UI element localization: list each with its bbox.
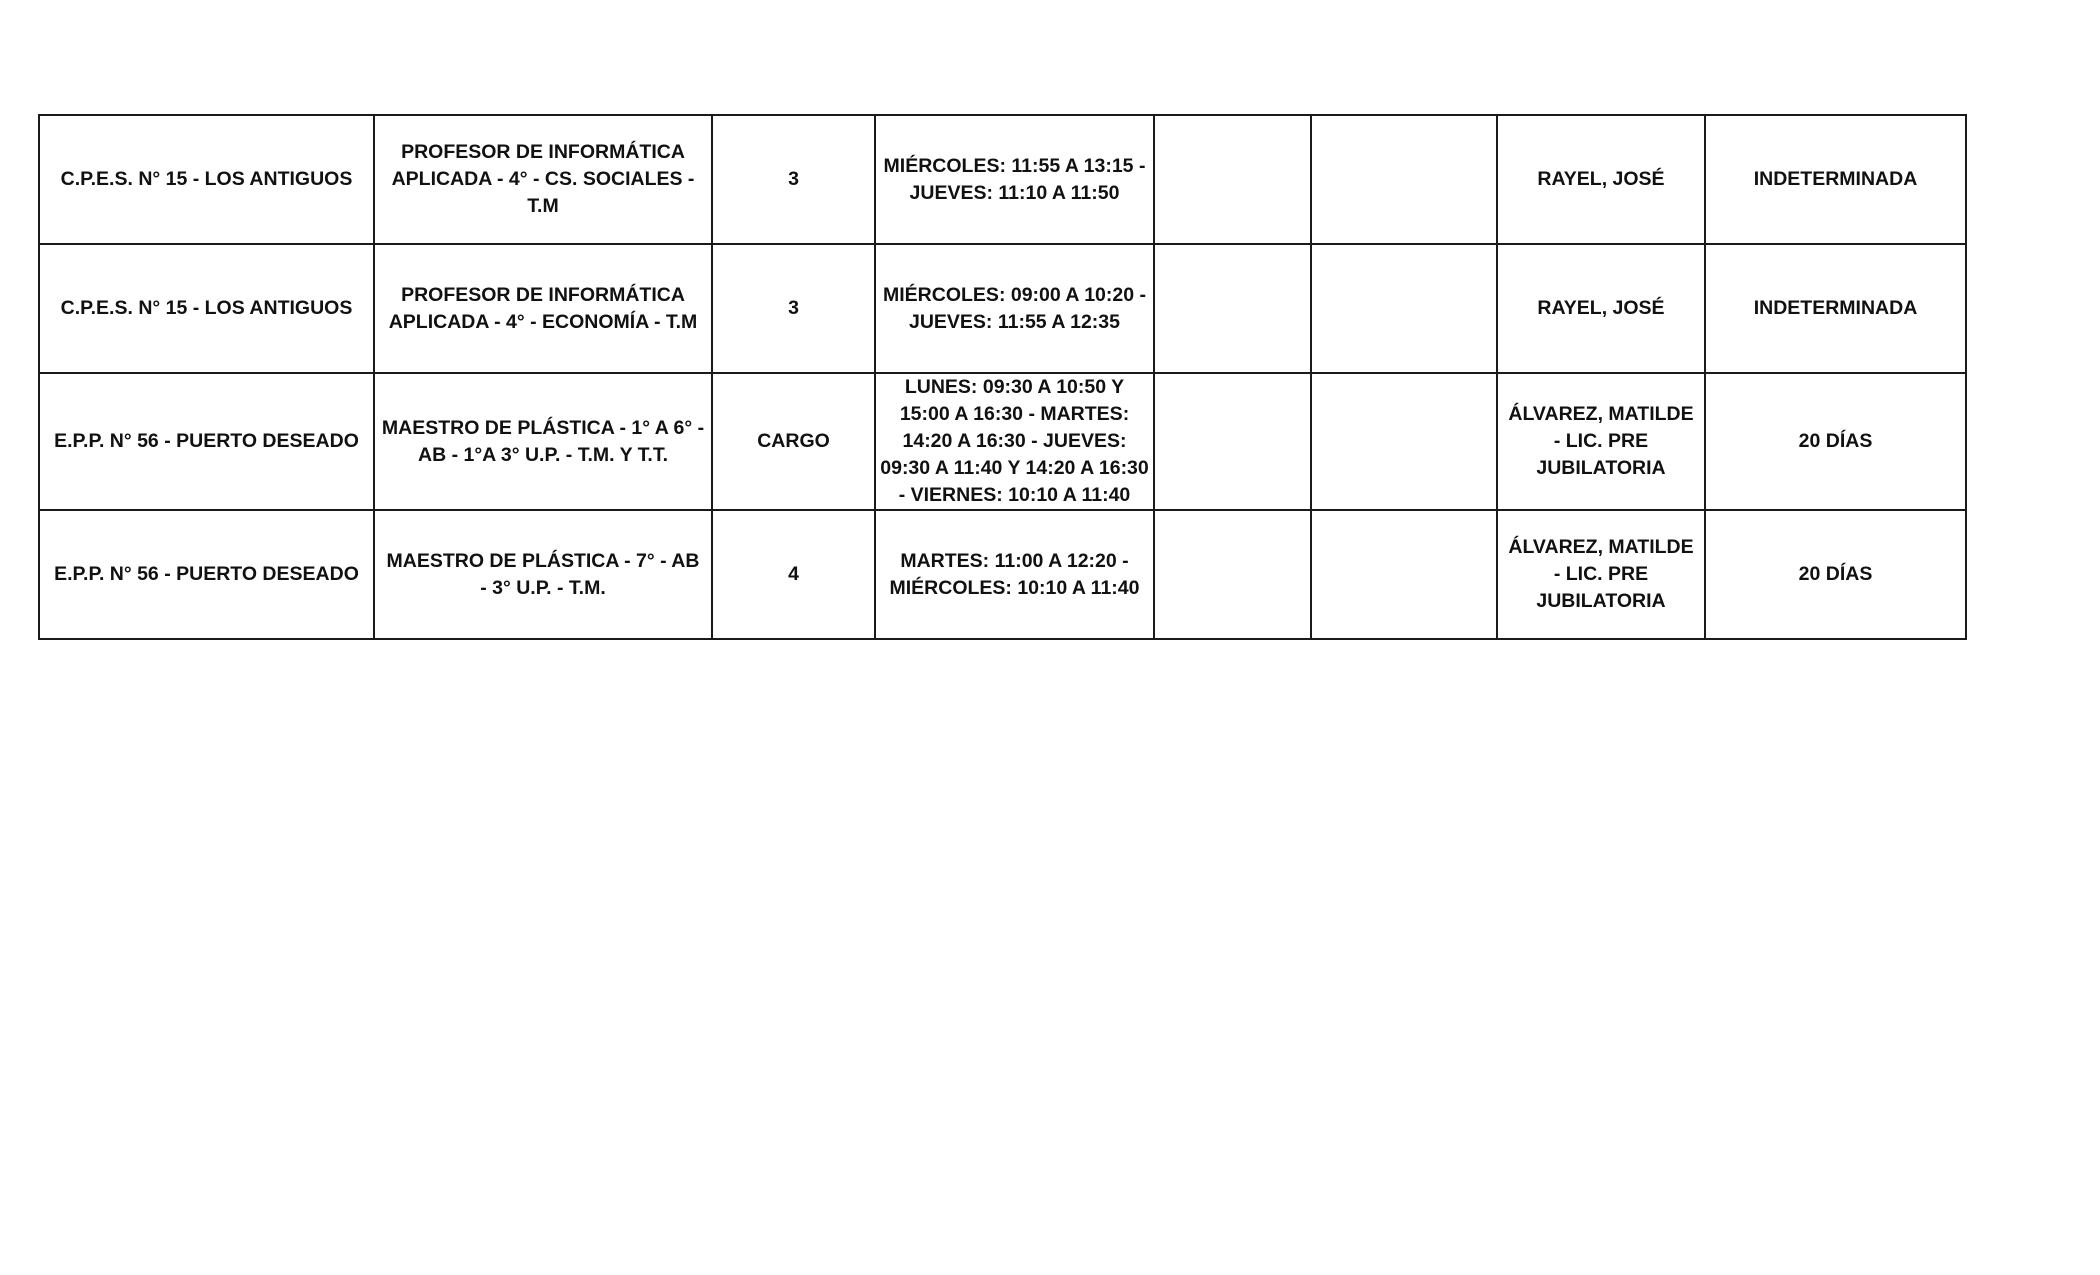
position-cell: MAESTRO DE PLÁSTICA - 7° - AB - 3° U.P. - T.M. <box>374 510 712 639</box>
school-cell: E.P.P. N° 56 - PUERTO DESEADO <box>39 373 374 510</box>
replaces-cell: RAYEL, JOSÉ <box>1497 244 1705 373</box>
position-cell: MAESTRO DE PLÁSTICA - 1° A 6° - AB - 1°A 3° U.P. - T.M. Y T.T. <box>374 373 712 510</box>
hours-cell: 3 <box>712 115 875 244</box>
schedule-cell: LUNES: 09:30 A 10:50 Y 15:00 A 16:30 - MARTES: 14:20 A 16:30 - JUEVES: 09:30 A 11:40 Y 14:20 A 16:30 - VIERNES: 10:10 A 11:40 <box>875 373 1154 510</box>
hours-cell: CARGO <box>712 373 875 510</box>
table-row <box>39 373 1966 510</box>
replaces-cell: ÁLVAREZ, MATILDE - LIC. PRE JUBILATORIA <box>1497 510 1705 639</box>
table-row <box>39 510 1966 639</box>
empty-cell <box>1154 510 1311 639</box>
duration-cell: INDETERMINADA <box>1705 244 1966 373</box>
hours-cell: 3 <box>712 244 875 373</box>
position-cell: PROFESOR DE INFORMÁTICA APLICADA - 4° - CS. SOCIALES - T.M <box>374 115 712 244</box>
vacancies-table <box>38 114 1967 640</box>
empty-cell <box>1154 373 1311 510</box>
school-cell: C.P.E.S. N° 15 - LOS ANTIGUOS <box>39 115 374 244</box>
duration-cell: 20 DÍAS <box>1705 510 1966 639</box>
duration-cell: INDETERMINADA <box>1705 115 1966 244</box>
duration-cell: 20 DÍAS <box>1705 373 1966 510</box>
schedule-cell: MIÉRCOLES: 11:55 A 13:15 - JUEVES: 11:10 A 11:50 <box>875 115 1154 244</box>
empty-cell <box>1311 373 1497 510</box>
table-row <box>39 115 1966 244</box>
school-cell: E.P.P. N° 56 - PUERTO DESEADO <box>39 510 374 639</box>
empty-cell <box>1154 244 1311 373</box>
hours-cell: 4 <box>712 510 875 639</box>
replaces-cell: RAYEL, JOSÉ <box>1497 115 1705 244</box>
table-row <box>39 244 1966 373</box>
empty-cell <box>1311 510 1497 639</box>
empty-cell <box>1154 115 1311 244</box>
school-cell: C.P.E.S. N° 15 - LOS ANTIGUOS <box>39 244 374 373</box>
schedule-cell: MIÉRCOLES: 09:00 A 10:20 - JUEVES: 11:55 A 12:35 <box>875 244 1154 373</box>
empty-cell <box>1311 244 1497 373</box>
replaces-cell: ÁLVAREZ, MATILDE - LIC. PRE JUBILATORIA <box>1497 373 1705 510</box>
empty-cell <box>1311 115 1497 244</box>
schedule-cell: MARTES: 11:00 A 12:20 - MIÉRCOLES: 10:10 A 11:40 <box>875 510 1154 639</box>
position-cell: PROFESOR DE INFORMÁTICA APLICADA - 4° - ECONOMÍA - T.M <box>374 244 712 373</box>
